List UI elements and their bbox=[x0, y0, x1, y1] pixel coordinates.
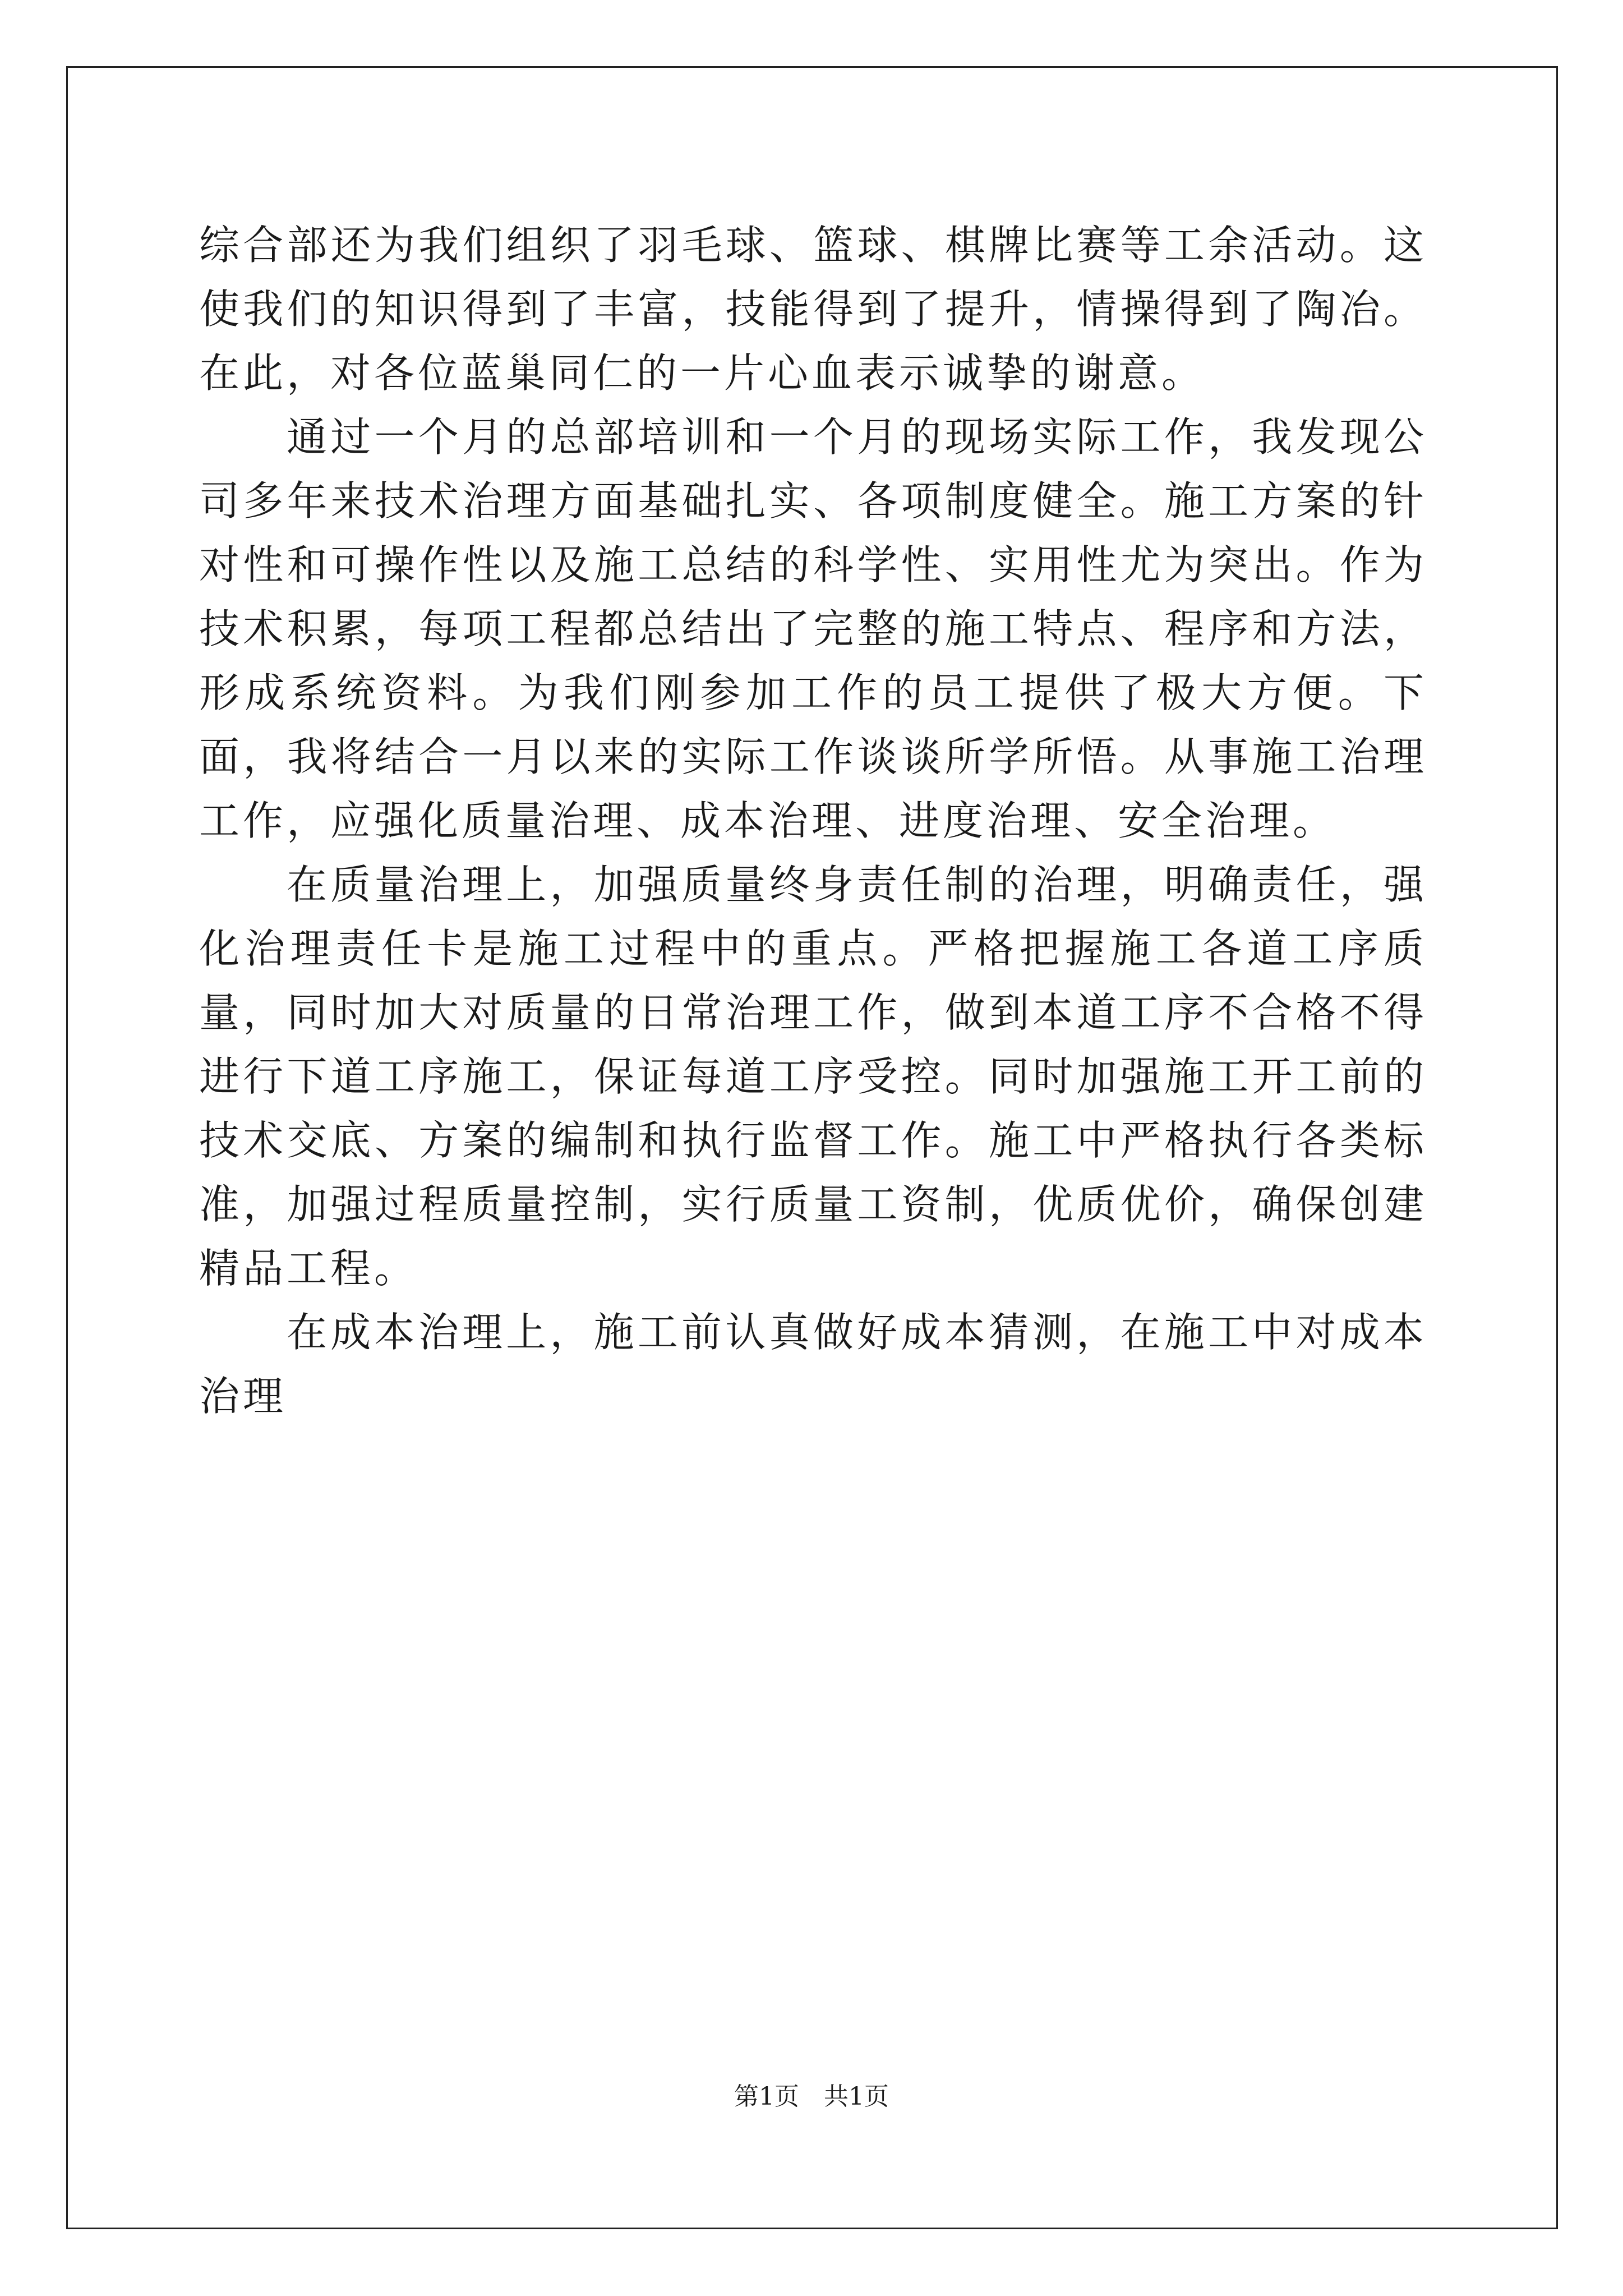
paragraph-4: 在成本治理上，施工前认真做好成本猜测，在施工中对成本治理 bbox=[199, 1309, 1427, 1420]
page-footer: 第1页 共1页 bbox=[734, 2082, 889, 2111]
paragraph-1: 综合部还为我们组织了羽毛球、篮球、棋牌比赛等工余活动。这使我们的知识得到了丰富，技能得到了提升，情操得到了陶冶。在此，对各位蓝巢同仁的一片心血表示诚挚的谢意。 bbox=[199, 222, 1427, 397]
paragraph-3: 在质量治理上，加强质量终身责任制的治理，明确责任，强化治理责任卡是施工过程中的重点。严格把握施工各道工序质量，同时加大对质量的日常治理工作，做到本道工序不合格不得进行下道工序施工，保证每道工序受控。同时加强施工开工前的技术交底、方案的编制和执行监督工作。施工中严格执行各类标准，加强过程质量控制，实行质量工资制，优质优价，确保创建精品工程。 bbox=[199, 861, 1427, 1292]
paragraph-2: 通过一个月的总部培训和一个月的现场实际工作，我发现公司多年来技术治理方面基础扎实、各项制度健全。施工方案的针对性和可操作性以及施工总结的科学性、实用性尤为突出。作为技术积累，每项工程都总结出了完整的施工特点、程序和方法，形成系统资料。为我们刚参加工作的员工提供了极大方便。下面，我将结合一月以来的实际工作谈谈所学所悟。从事施工治理工作，应强化质量治理、成本治理、进度治理、安全治理。 bbox=[199, 413, 1427, 844]
document-body bbox=[199, 213, 1427, 1428]
